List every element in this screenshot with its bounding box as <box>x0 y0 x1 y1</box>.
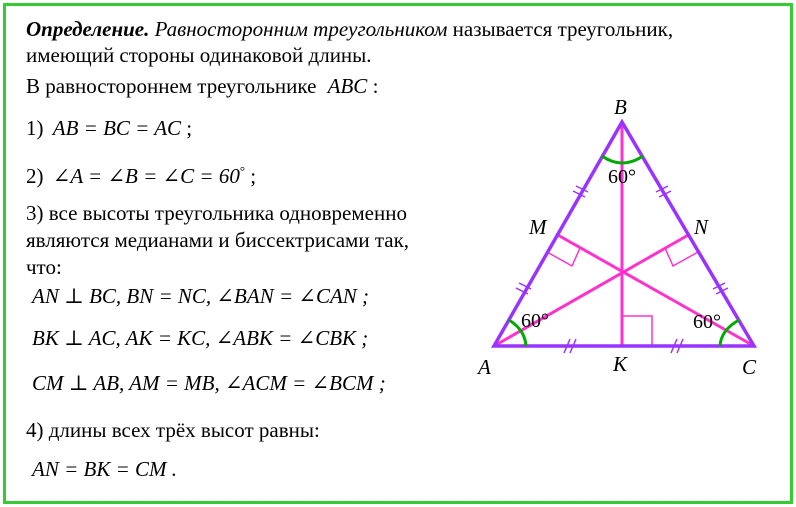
definition-line-2: имеющий стороны одинаковой длины. <box>26 43 372 67</box>
intro-triangle-name: ABC <box>327 74 368 98</box>
label-n: N <box>694 215 709 239</box>
equation-bk: BK ⊥ AC, AK = KC, ∠ABK = ∠CBK ; <box>32 326 369 350</box>
right-angle-n <box>665 248 698 266</box>
angle-label-a: 60° <box>521 310 549 332</box>
angle-label-c: 60° <box>693 311 721 333</box>
intro-text: В равностороннем треугольнике <box>26 74 317 98</box>
intro-tail: : <box>367 74 379 98</box>
right-angle-k <box>622 316 652 346</box>
item-3-line-1: 3) все высоты треугольника одновременно <box>26 201 407 225</box>
item-2-number: 2) <box>26 164 44 188</box>
label-k: K <box>613 352 628 376</box>
item-3-line-2: являются медианами и биссектрисами так, <box>26 228 410 252</box>
definition-rest: называется треугольник, <box>447 17 674 41</box>
label-m: M <box>529 215 547 239</box>
item-2-tail: ; <box>245 164 257 188</box>
definition-term: Определение. <box>26 17 150 41</box>
angle-label-b: 60° <box>608 166 636 188</box>
item-1-number: 1) <box>26 116 44 140</box>
label-a: A <box>478 355 491 379</box>
equation-an: AN ⊥ BC, BN = NC, ∠BAN = ∠CAN ; <box>32 284 370 308</box>
label-c: C <box>742 355 757 379</box>
item-1-tail: ; <box>181 116 193 140</box>
equation-heights: AN = BK = CM . <box>32 457 178 481</box>
right-angle-m <box>547 248 580 266</box>
label-b: B <box>614 95 627 119</box>
item-3-line-3: что: <box>26 255 62 279</box>
item-1-equation: AB = BC = AC <box>52 116 182 140</box>
definition-italic: Равносторонним треугольником <box>154 17 448 41</box>
item-2-equation: ∠A = ∠B = ∠C = 60 <box>52 164 240 188</box>
item-4: 4) длины всех трёх высот равны: <box>26 418 320 442</box>
item-2-degree: ° <box>239 163 246 178</box>
equation-cm: CM ⊥ AB, AM = MB, ∠ACM = ∠BCM ; <box>32 371 386 395</box>
